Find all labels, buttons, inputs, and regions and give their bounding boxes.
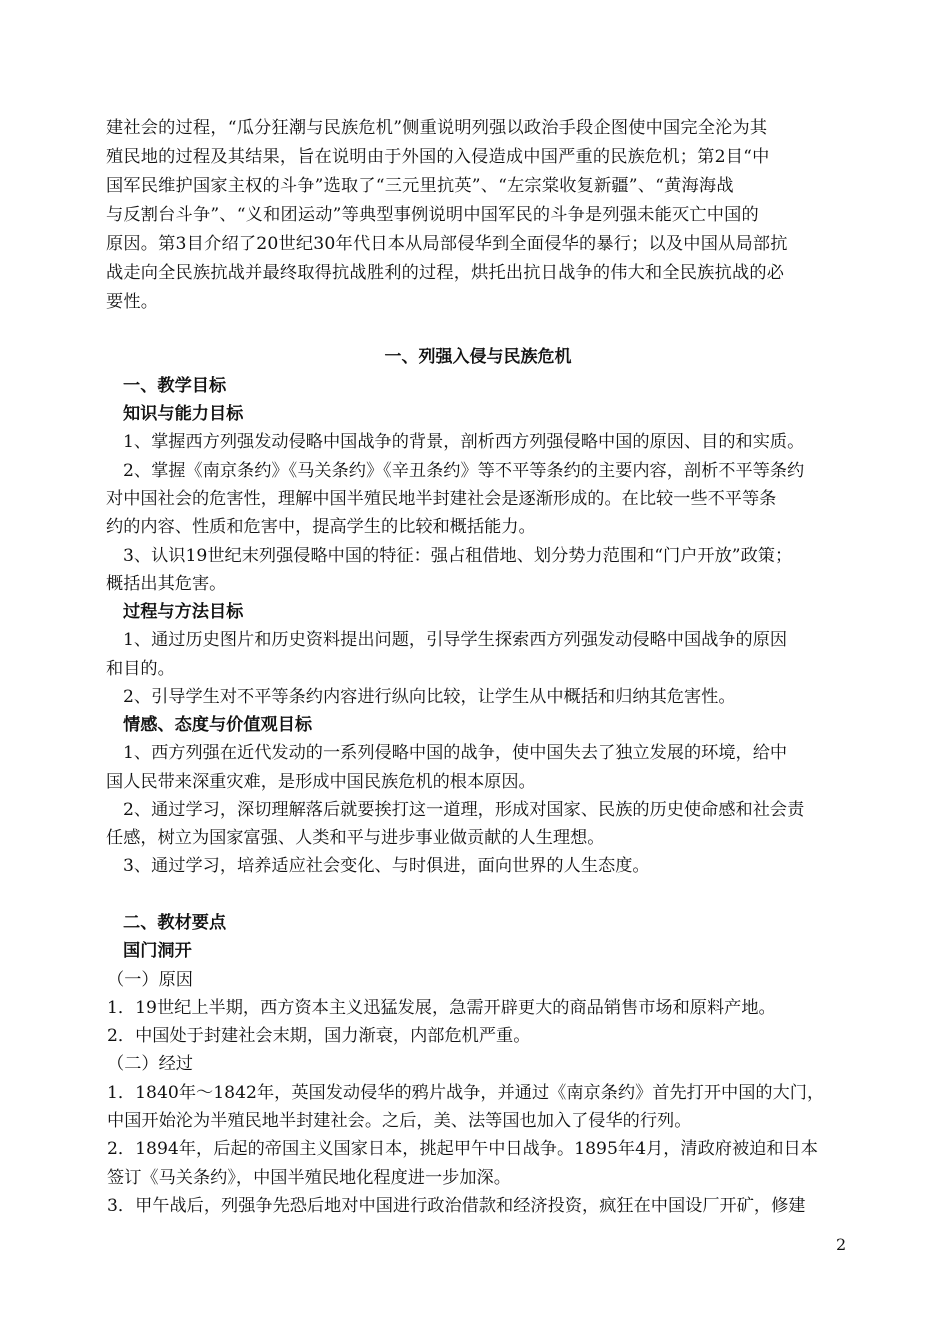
intro-line: 要性。: [106, 292, 159, 312]
section-title: 一、列强入侵与民族危机: [384, 347, 572, 367]
goals-heading: 一、教学目标: [123, 376, 227, 396]
emotion-line: 3、通过学习，培养适应社会变化、与时俱进，面向世界的人生态度。: [123, 856, 650, 876]
course-heading: （二）经过: [107, 1054, 193, 1074]
course-line: 1．1840年～1842年，英国发动侵华的鸦片战争，并通过《南京条约》首先打开中国的大门，: [107, 1083, 825, 1103]
page-number: 2: [836, 1235, 847, 1254]
course-line: 2．1894年，后起的帝国主义国家日本，挑起甲午中日战争。1895年4月，清政府被迫和日本: [107, 1139, 818, 1159]
emotion-heading: 情感、态度与价值观目标: [123, 715, 313, 735]
knowledge-line: 对中国社会的危害性，理解中国半殖民地半封建社会是逐渐形成的。在比较一些不平等条: [106, 489, 777, 509]
emotion-line: 1、西方列强在近代发动的一系列侵略中国的战争，使中国失去了独立发展的环境，给中: [123, 743, 788, 763]
knowledge-line: 约的内容、性质和危害中，提高学生的比较和概括能力。: [106, 517, 536, 537]
knowledge-line: 3、认识19世纪末列强侵略中国的特征：强占租借地、划分势力范围和“门户开放”政策；: [123, 546, 793, 566]
cause-line: 2．中国处于封建社会末期，国力渐衰，内部危机严重。: [107, 1026, 531, 1046]
process-method-line: 和目的。: [106, 659, 175, 679]
intro-line: 殖民地的过程及其结果，旨在说明由于外国的入侵造成中国严重的民族危机；第2目“中: [106, 147, 770, 167]
intro-line: 国军民维护国家主权的斗争”选取了“三元里抗英”、“左宗棠收复新疆”、“黄海海战: [106, 176, 734, 196]
course-line: 中国开始沦为半殖民地半封建社会。之后，美、法等国也加入了侵华的行列。: [107, 1111, 692, 1131]
intro-line: 与反割台斗争”、“义和团运动”等典型事例说明中国军民的斗争是列强未能灭亡中国的: [106, 205, 759, 225]
knowledge-line: 概括出其危害。: [106, 574, 227, 594]
process-method-heading: 过程与方法目标: [123, 602, 244, 622]
knowledge-line: 1、掌握西方列强发动侵略中国战争的背景，剖析西方列强侵略中国的原因、目的和实质。: [123, 432, 805, 452]
process-method-line: 2、引导学生对不平等条约内容进行纵向比较，让学生从中概括和归纳其危害性。: [123, 687, 736, 707]
points-subheading: 国门洞开: [123, 941, 192, 961]
points-heading: 二、教材要点: [123, 913, 227, 933]
course-line: 签订《马关条约》，中国半殖民地化程度进一步加深。: [107, 1168, 511, 1188]
emotion-line: 国人民带来深重灾难，是形成中国民族危机的根本原因。: [106, 772, 536, 792]
process-method-line: 1、通过历史图片和历史资料提出问题，引导学生探索西方列强发动侵略中国战争的原因: [123, 630, 788, 650]
knowledge-heading: 知识与能力目标: [123, 404, 244, 424]
cause-heading: （一）原因: [107, 970, 193, 990]
emotion-line: 任感，树立为国家富强、人类和平与进步事业做贡献的人生理想。: [106, 828, 605, 848]
course-line: 3．甲午战后，列强争先恐后地对中国进行政治借款和经济投资，疯狂在中国设厂开矿，修建: [107, 1196, 806, 1216]
intro-line: 原因。第3目介绍了20世纪30年代日本从局部侵华到全面侵华的暴行；以及中国从局部抗: [106, 234, 788, 254]
intro-line: 建社会的过程，“瓜分狂潮与民族危机”侧重说明列强以政治手段企图使中国完全沦为其: [106, 118, 768, 138]
cause-line: 1．19世纪上半期，西方资本主义迅猛发展，急需开辟更大的商品销售市场和原料产地。: [107, 998, 776, 1018]
knowledge-line: 2、掌握《南京条约》《马关条约》《辛丑条约》等不平等条约的主要内容，剖析不平等条约: [123, 461, 805, 481]
emotion-line: 2、通过学习，深切理解落后就要挨打这一道理，形成对国家、民族的历史使命感和社会责: [123, 800, 805, 820]
intro-line: 战走向全民族抗战并最终取得抗战胜利的过程，烘托出抗日战争的伟大和全民族抗战的必: [106, 263, 785, 283]
